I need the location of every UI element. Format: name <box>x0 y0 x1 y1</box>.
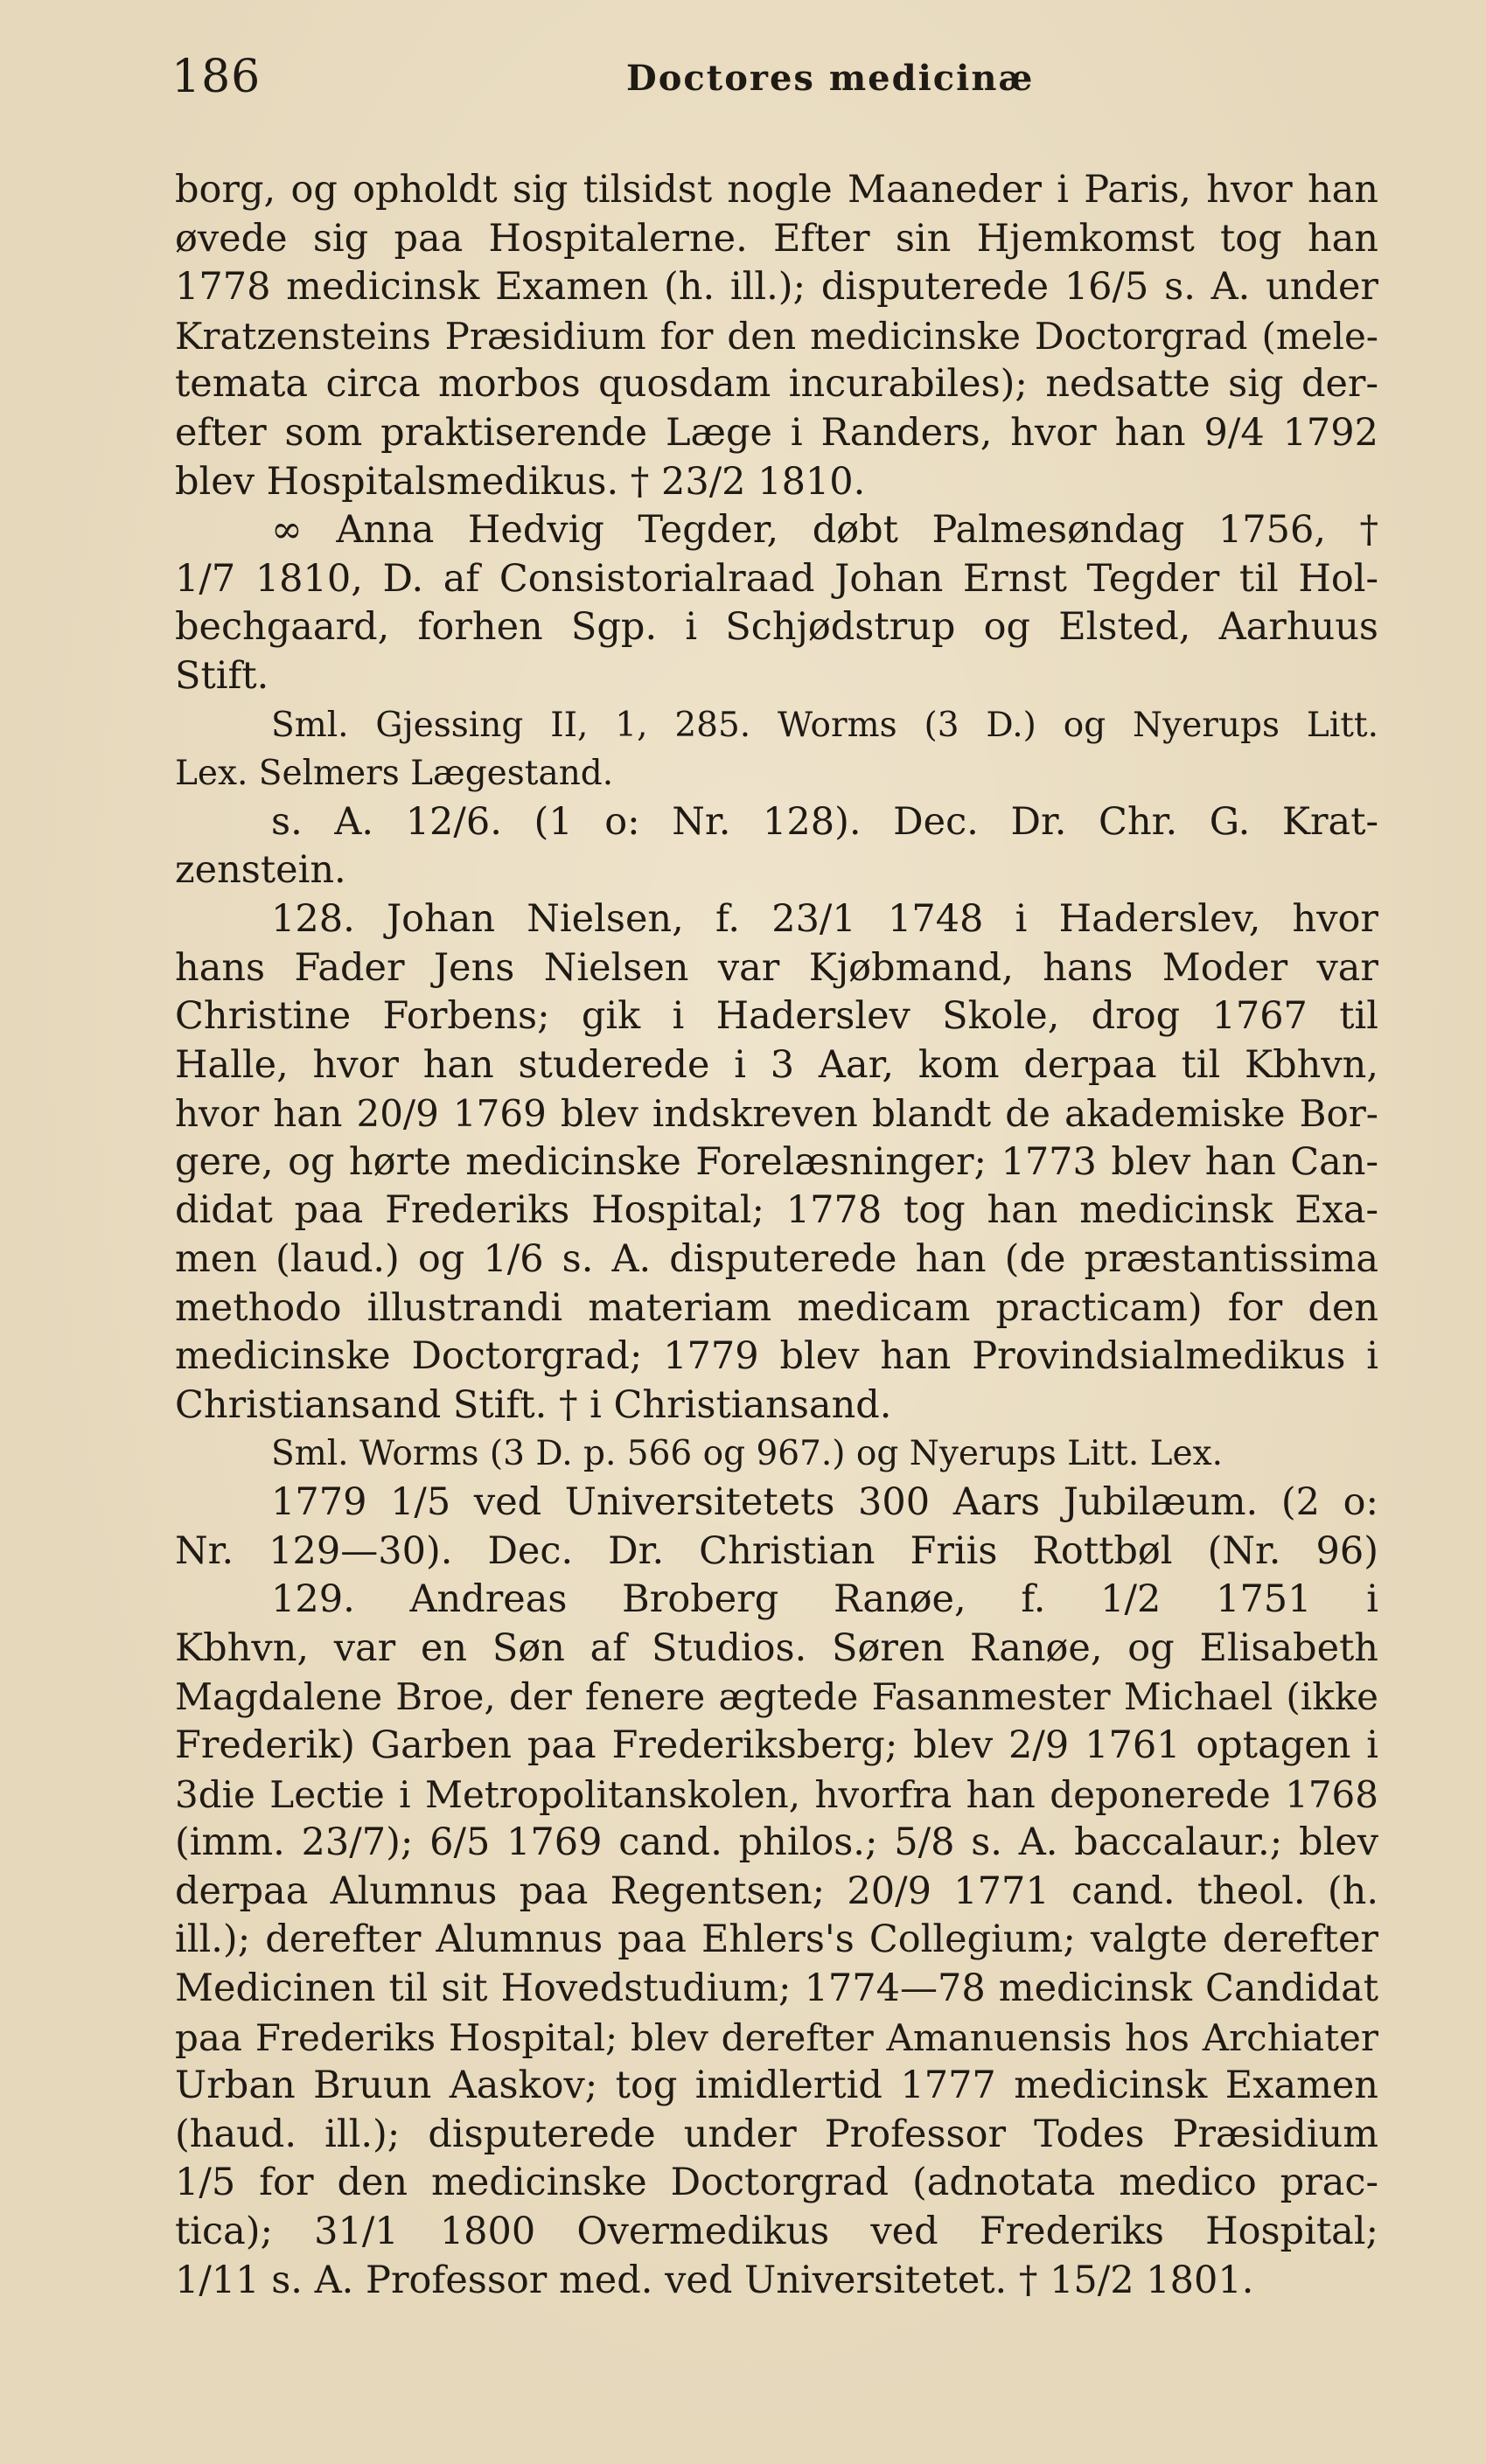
text-line: 1779 1/5 ved Universitetets 300 Aars Jubilæum. (2 o: <box>271 1480 1378 1525</box>
text-line: ill.); derefter Alumnus paa Ehlers's Collegium; valgte derefter <box>175 1918 1378 1962</box>
text-line: (imm. 23/7); 6/5 1769 cand. philos.; 5/8 s. A. baccalaur.; blev <box>175 1820 1378 1865</box>
body-text <box>175 166 1378 2305</box>
text-line: Stift. <box>175 653 269 698</box>
text-line: derpaa Alumnus paa Regentsen; 20/9 1771 cand. theol. (h. <box>175 1869 1378 1913</box>
text-line: Lex. Selmers Lægestand. <box>175 754 614 794</box>
text-line: Magdalene Broe, der fenere ægtede Fasanmester Michael (ikke <box>175 1675 1378 1719</box>
text-line: hans Fader Jens Nielsen var Kjøbmand, hans Moder var <box>175 945 1378 990</box>
text-line: medicinske Doctorgrad; 1779 blev han Provindsialmedikus i <box>175 1334 1378 1379</box>
text-line: 1/5 for den medicinske Doctorgrad (adnotata medico prac- <box>175 2161 1378 2205</box>
text-line: zenstein. <box>175 848 346 893</box>
page-header <box>171 51 1378 112</box>
text-line: didat paa Frederiks Hospital; 1778 tog han medicinsk Exa- <box>175 1188 1378 1233</box>
text-line: Urban Bruun Aaskov; tog imidlertid 1777 medicinsk Examen <box>175 2064 1378 2108</box>
text-line: Christiansand Stift. † i Christiansand. <box>175 1382 892 1427</box>
text-line: Sml. Worms (3 D. p. 566 og 967.) og Nyerups Litt. Lex. <box>271 1434 1224 1474</box>
text-line: (haud. ill.); disputerede under Professor Todes Præsidium <box>175 2112 1378 2156</box>
text-line: Kbhvn, var en Søn af Studios. Søren Ranøe, og Elisabeth <box>175 1625 1378 1670</box>
text-line: 128. Johan Nielsen, f. 23/1 1748 i Haderslev, hvor <box>271 896 1378 941</box>
running-title: Doctores medicinæ <box>626 58 1035 99</box>
text-line: Sml. Gjessing II, 1, 285. Worms (3 D.) og Nyerups Litt. <box>271 705 1378 745</box>
text-line: blev Hospitalsmedikus. † 23/2 1810. <box>175 459 866 504</box>
text-line: 1778 medicinsk Examen (h. ill.); disputerede 16/5 s. A. under <box>175 265 1378 310</box>
page-number: 186 <box>171 51 262 103</box>
text-line: men (laud.) og 1/6 s. A. disputerede han (de præstantissima <box>175 1237 1378 1282</box>
text-line: paa Frederiks Hospital; blev derefter Amanuensis hos Archiater <box>175 2015 1378 2059</box>
text-line: ∞ Anna Hedvig Tegder, døbt Palmesøndag 1756, † <box>271 508 1378 553</box>
text-line: Halle, hvor han studerede i 3 Aar, kom derpaa til Kbhvn, <box>175 1042 1378 1087</box>
text-line: temata circa morbos quosdam incurabiles); nedsatte sig der- <box>175 362 1378 407</box>
text-line: Frederik) Garben paa Frederiksberg; blev 2/9 1761 optagen i <box>175 1723 1378 1767</box>
text-line: hvor han 20/9 1769 blev indskreven blandt de akademiske Bor- <box>175 1092 1378 1136</box>
text-line: Medicinen til sit Hovedstudium; 1774—78 medicinsk Candidat <box>175 1966 1378 2010</box>
text-line: 1/7 1810, D. af Consistorialraad Johan Ernst Tegder til Hol- <box>175 556 1378 601</box>
text-line: Christine Forbens; gik i Haderslev Skole, drog 1767 til <box>175 994 1378 1039</box>
text-line: 129. Andreas Broberg Ranøe, f. 1/2 1751 i <box>271 1577 1378 1622</box>
text-line: efter som praktiserende Læge i Randers, hvor han 9/4 1792 <box>175 410 1378 455</box>
text-line: 1/11 s. A. Professor med. ved Universitetet. † 15/2 1801. <box>175 2258 1254 2302</box>
text-line: 3die Lectie i Metropolitanskolen, hvorfra han deponerede 1768 <box>175 1772 1378 1816</box>
text-line: Nr. 129—30). Dec. Dr. Christian Friis Rottbøl (Nr. 96) <box>175 1528 1378 1573</box>
text-line: methodo illustrandi materiam medicam practicam) for den <box>175 1285 1378 1330</box>
text-line: øvede sig paa Hospitalerne. Efter sin Hjemkomst tog han <box>175 216 1378 261</box>
text-line: Kratzensteins Præsidium for den medicinske Doctorgrad (mele- <box>175 314 1378 358</box>
text-line: gere, og hørte medicinske Forelæsninger; 1773 blev han Can- <box>175 1139 1378 1184</box>
text-line: tica); 31/1 1800 Overmedikus ved Frederiks Hospital; <box>175 2209 1378 2253</box>
text-line: borg, og opholdt sig tilsidst nogle Maaneder i Paris, hvor han <box>175 168 1378 212</box>
text-line: s. A. 12/6. (1 o: Nr. 128). Dec. Dr. Chr. G. Krat- <box>271 799 1378 844</box>
text-line: bechgaard, forhen Sgp. i Schjødstrup og Elsted, Aarhuus <box>175 605 1378 650</box>
